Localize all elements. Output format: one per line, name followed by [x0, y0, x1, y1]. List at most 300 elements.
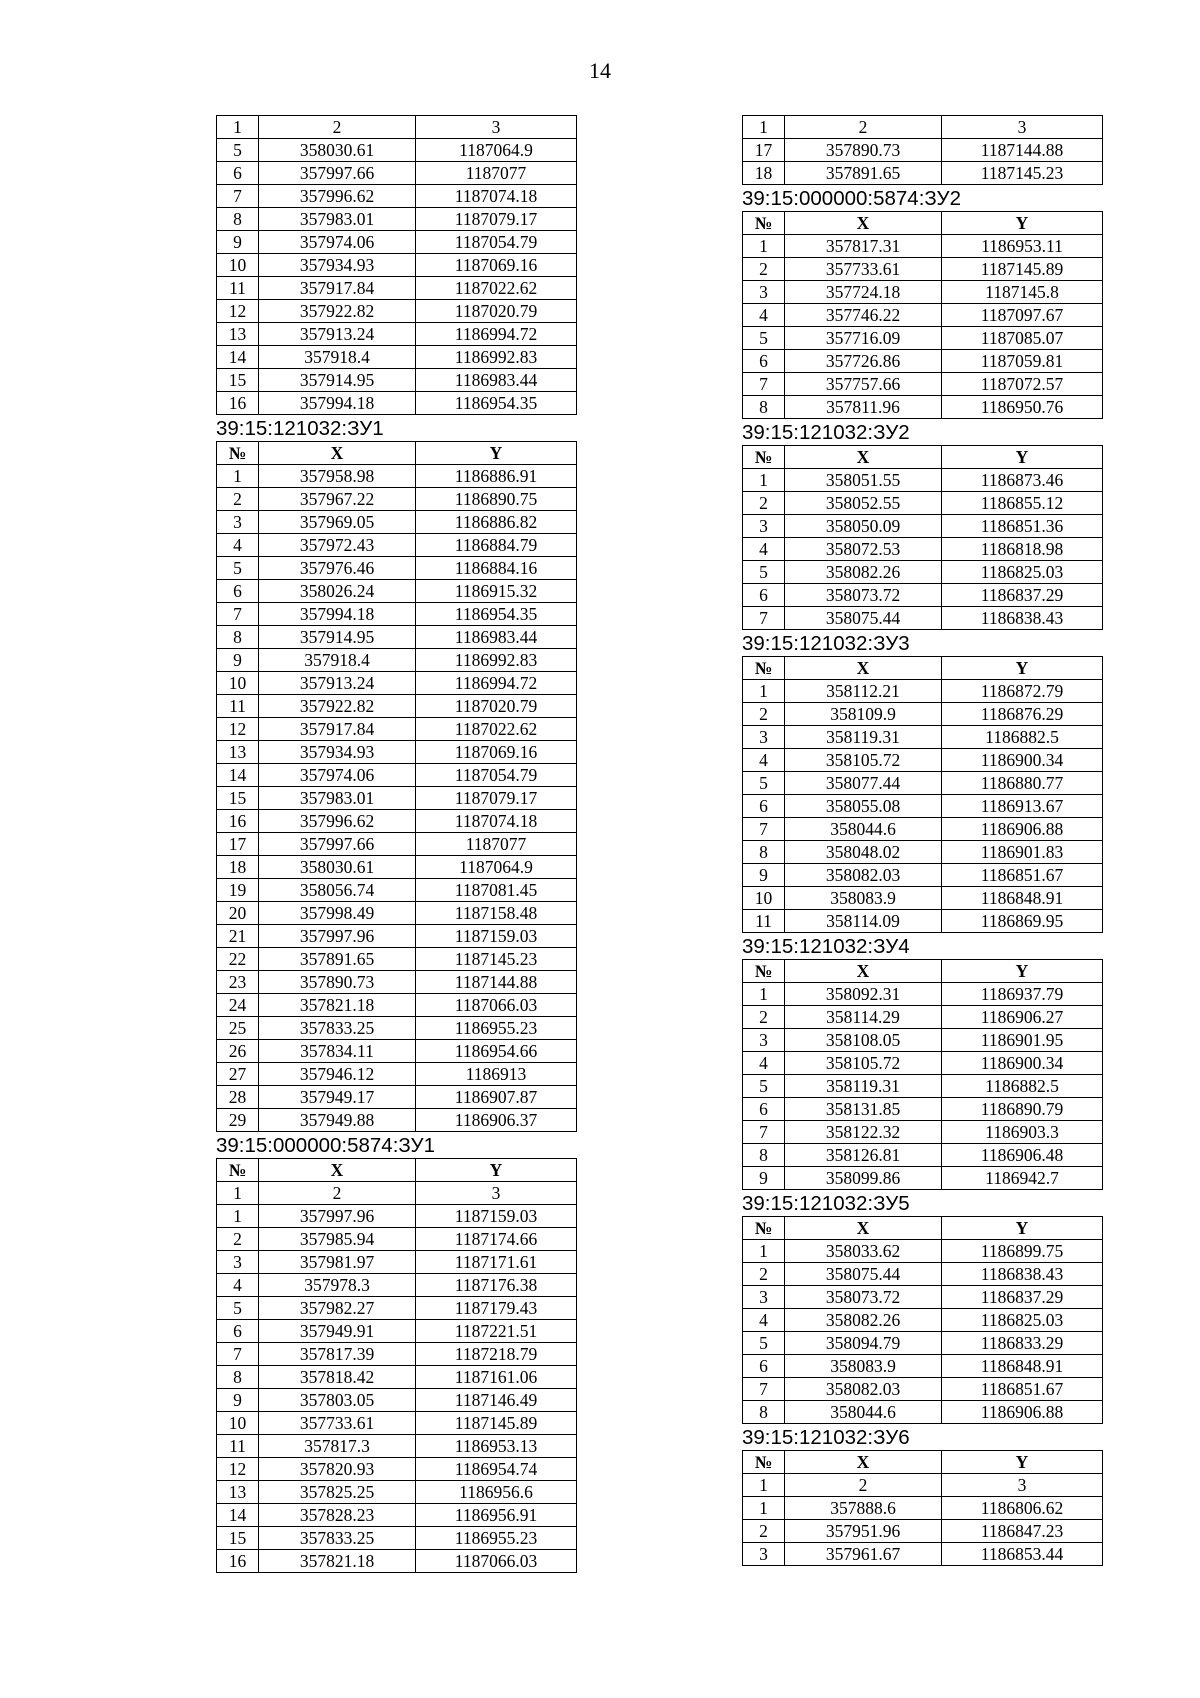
column-header: Y: [942, 212, 1103, 235]
x-coordinate: 357890.73: [259, 971, 416, 994]
point-number: 10: [743, 887, 785, 910]
y-coordinate: 1186906.37: [416, 1109, 577, 1132]
y-coordinate: 1186851.67: [942, 864, 1103, 887]
column-header: №: [743, 1217, 785, 1240]
x-coordinate: 357733.61: [259, 1412, 416, 1435]
table-row: [217, 902, 577, 925]
x-coordinate: 358082.26: [785, 1309, 942, 1332]
point-number: 11: [217, 277, 259, 300]
point-number: 28: [217, 1086, 259, 1109]
table-row: [743, 1309, 1103, 1332]
y-coordinate: 1187146.49: [416, 1389, 577, 1412]
point-number: 8: [217, 208, 259, 231]
y-coordinate: 1186900.34: [942, 749, 1103, 772]
y-coordinate: 1186994.72: [416, 323, 577, 346]
x-coordinate: 357961.67: [785, 1543, 942, 1566]
x-coordinate: 357918.4: [259, 346, 416, 369]
x-coordinate: 357972.43: [259, 534, 416, 557]
y-coordinate: 1186869.95: [942, 910, 1103, 933]
table-row: [743, 983, 1103, 1006]
coordinates-table: [216, 1158, 577, 1573]
table-row: [743, 703, 1103, 726]
table-row: [743, 1029, 1103, 1052]
page-number: 14: [589, 58, 611, 83]
y-coordinate: 1187145.23: [942, 162, 1103, 185]
table-row: [217, 1040, 577, 1063]
point-number: 8: [217, 1366, 259, 1389]
x-coordinate: 358131.85: [785, 1098, 942, 1121]
x-coordinate: 358030.61: [259, 139, 416, 162]
y-coordinate: 1186954.66: [416, 1040, 577, 1063]
column-header: 3: [942, 116, 1103, 139]
y-coordinate: 1186886.91: [416, 465, 577, 488]
table-row: [217, 1366, 577, 1389]
table-row: [217, 580, 577, 603]
table-row: [217, 879, 577, 902]
x-coordinate: 357949.88: [259, 1109, 416, 1132]
point-number: 4: [743, 538, 785, 561]
table-row: [743, 1378, 1103, 1401]
x-coordinate: 358073.72: [785, 584, 942, 607]
x-coordinate: 357981.97: [259, 1251, 416, 1274]
x-coordinate: 357825.25: [259, 1481, 416, 1504]
table-row: [217, 948, 577, 971]
point-number: 1: [743, 1474, 785, 1497]
table-header-row: [743, 657, 1103, 680]
table-row: [743, 1167, 1103, 1190]
x-coordinate: 357803.05: [259, 1389, 416, 1412]
y-coordinate: 1186901.95: [942, 1029, 1103, 1052]
y-coordinate: 1187077: [416, 833, 577, 856]
y-coordinate: 1186955.23: [416, 1527, 577, 1550]
y-coordinate: 1186833.29: [942, 1332, 1103, 1355]
x-coordinate: 357958.98: [259, 465, 416, 488]
table-row: [217, 1017, 577, 1040]
y-coordinate: 1186847.23: [942, 1520, 1103, 1543]
point-number: 6: [217, 1320, 259, 1343]
point-number: 15: [217, 1527, 259, 1550]
y-coordinate: 1186954.35: [416, 603, 577, 626]
table-row: [217, 741, 577, 764]
y-coordinate: 1186900.34: [942, 1052, 1103, 1075]
point-number: 2: [743, 258, 785, 281]
y-coordinate: 1187064.9: [416, 856, 577, 879]
y-coordinate: 1186806.62: [942, 1497, 1103, 1520]
table-row: [743, 162, 1103, 185]
table-row: [217, 185, 577, 208]
table-row: [743, 1520, 1103, 1543]
table-row: [743, 373, 1103, 396]
x-coordinate: 358044.6: [785, 818, 942, 841]
y-coordinate: 3: [942, 1474, 1103, 1497]
point-number: 7: [743, 373, 785, 396]
column-header: X: [785, 212, 942, 235]
x-coordinate: 357949.17: [259, 1086, 416, 1109]
point-number: 5: [743, 772, 785, 795]
y-coordinate: 1186838.43: [942, 1263, 1103, 1286]
column-header: 1: [743, 116, 785, 139]
table-row: [743, 1098, 1103, 1121]
y-coordinate: 1187069.16: [416, 741, 577, 764]
y-coordinate: 1186884.16: [416, 557, 577, 580]
y-coordinate: 1187159.03: [416, 925, 577, 948]
table-header-row: [217, 116, 577, 139]
table-row: [743, 1240, 1103, 1263]
column-header: 3: [416, 116, 577, 139]
table-row: [743, 1006, 1103, 1029]
y-coordinate: 1186956.91: [416, 1504, 577, 1527]
point-number: 1: [743, 1497, 785, 1520]
table-row: [743, 258, 1103, 281]
y-coordinate: 1186906.27: [942, 1006, 1103, 1029]
point-number: 4: [743, 1309, 785, 1332]
point-number: 5: [217, 139, 259, 162]
point-number: 22: [217, 948, 259, 971]
point-number: 18: [217, 856, 259, 879]
y-coordinate: 1187221.51: [416, 1320, 577, 1343]
table-row: [217, 787, 577, 810]
x-coordinate: 358126.81: [785, 1144, 942, 1167]
table-row: [217, 208, 577, 231]
y-coordinate: 1187074.18: [416, 810, 577, 833]
point-number: 7: [743, 1378, 785, 1401]
table-row: [217, 695, 577, 718]
column-header: Y: [942, 657, 1103, 680]
table-row: [743, 1543, 1103, 1566]
x-coordinate: 357817.39: [259, 1343, 416, 1366]
x-coordinate: 358119.31: [785, 1075, 942, 1098]
point-number: 6: [743, 350, 785, 373]
y-coordinate: 1186950.76: [942, 396, 1103, 419]
table-header-row: [743, 960, 1103, 983]
column-header: №: [217, 1159, 259, 1182]
x-coordinate: 358075.44: [785, 607, 942, 630]
y-coordinate: 1187022.62: [416, 277, 577, 300]
column-header: 2: [785, 116, 942, 139]
x-coordinate: 357983.01: [259, 787, 416, 810]
x-coordinate: 358044.6: [785, 1401, 942, 1424]
table-row: [217, 1063, 577, 1086]
x-coordinate: 357733.61: [785, 258, 942, 281]
y-coordinate: 1187064.9: [416, 139, 577, 162]
table-row: [743, 1401, 1103, 1424]
x-coordinate: 357833.25: [259, 1017, 416, 1040]
table-row: [217, 323, 577, 346]
column-header: X: [259, 442, 416, 465]
table-row: [217, 1412, 577, 1435]
point-number: 5: [743, 1332, 785, 1355]
x-coordinate: 358072.53: [785, 538, 942, 561]
point-number: 17: [217, 833, 259, 856]
coordinates-table: [216, 441, 577, 1132]
x-coordinate: 357817.3: [259, 1435, 416, 1458]
x-coordinate: 358119.31: [785, 726, 942, 749]
table-row: [743, 1121, 1103, 1144]
table-row: [217, 254, 577, 277]
table-row: [217, 1527, 577, 1550]
y-coordinate: 1186848.91: [942, 887, 1103, 910]
parcel-title: 39:15:121032:ЗУ3: [742, 632, 910, 655]
point-number: 3: [743, 1029, 785, 1052]
x-coordinate: 357922.82: [259, 695, 416, 718]
point-number: 21: [217, 925, 259, 948]
column-header: №: [743, 1451, 785, 1474]
x-coordinate: 357834.11: [259, 1040, 416, 1063]
table-header-row: [743, 1451, 1103, 1474]
point-number: 10: [217, 254, 259, 277]
table-row: [217, 810, 577, 833]
y-coordinate: 1186853.44: [942, 1543, 1103, 1566]
point-number: 15: [217, 369, 259, 392]
table-row: [217, 1109, 577, 1132]
point-number: 4: [743, 304, 785, 327]
y-coordinate: 1186953.11: [942, 235, 1103, 258]
x-coordinate: 357821.18: [259, 1550, 416, 1573]
point-number: 1: [743, 1240, 785, 1263]
table-row: [217, 1228, 577, 1251]
table-row: [743, 841, 1103, 864]
x-coordinate: 357757.66: [785, 373, 942, 396]
x-coordinate: 358026.24: [259, 580, 416, 603]
x-coordinate: 357891.65: [259, 948, 416, 971]
point-number: 10: [217, 672, 259, 695]
table-header-row: [743, 446, 1103, 469]
column-header: 1: [217, 116, 259, 139]
y-coordinate: 1186882.5: [942, 726, 1103, 749]
coordinates-table: [742, 656, 1103, 933]
coordinates-table: [742, 1450, 1103, 1566]
left-column: [216, 115, 576, 1573]
y-coordinate: 1186837.29: [942, 1286, 1103, 1309]
column-header: X: [785, 657, 942, 680]
y-coordinate: 1186884.79: [416, 534, 577, 557]
table-row: [217, 488, 577, 511]
y-coordinate: 1187066.03: [416, 1550, 577, 1573]
table-row: [743, 469, 1103, 492]
point-number: 6: [743, 795, 785, 818]
y-coordinate: 1186851.67: [942, 1378, 1103, 1401]
table-row: [217, 1550, 577, 1573]
table-row: [743, 772, 1103, 795]
table-row: [217, 649, 577, 672]
x-coordinate: 357888.6: [785, 1497, 942, 1520]
table-row: [217, 465, 577, 488]
y-coordinate: 1186956.6: [416, 1481, 577, 1504]
point-number: 12: [217, 718, 259, 741]
x-coordinate: 358094.79: [785, 1332, 942, 1355]
table-row: [217, 994, 577, 1017]
point-number: 7: [217, 185, 259, 208]
y-coordinate: 1186983.44: [416, 626, 577, 649]
point-number: 26: [217, 1040, 259, 1063]
y-coordinate: 1186890.79: [942, 1098, 1103, 1121]
table-row: [217, 1274, 577, 1297]
parcel-title: 39:15:121032:ЗУ2: [742, 421, 910, 444]
x-coordinate: 357969.05: [259, 511, 416, 534]
point-number: 5: [743, 1075, 785, 1098]
table-row: [743, 281, 1103, 304]
x-coordinate: 358114.09: [785, 910, 942, 933]
point-number: 13: [217, 323, 259, 346]
y-coordinate: 1187174.66: [416, 1228, 577, 1251]
x-coordinate: 357934.93: [259, 741, 416, 764]
x-coordinate: 358033.62: [785, 1240, 942, 1263]
point-number: 12: [217, 1458, 259, 1481]
point-number: 20: [217, 902, 259, 925]
table-row: [217, 300, 577, 323]
x-coordinate: 357724.18: [785, 281, 942, 304]
x-coordinate: 358083.9: [785, 1355, 942, 1378]
table-row: [743, 304, 1103, 327]
y-coordinate: 1187176.38: [416, 1274, 577, 1297]
x-coordinate: 358105.72: [785, 1052, 942, 1075]
point-number: 8: [743, 1401, 785, 1424]
y-coordinate: 1187059.81: [942, 350, 1103, 373]
point-number: 23: [217, 971, 259, 994]
column-header: X: [259, 1159, 416, 1182]
x-coordinate: 358112.21: [785, 680, 942, 703]
point-number: 9: [217, 1389, 259, 1412]
table-row: [743, 1144, 1103, 1167]
y-coordinate: 1187171.61: [416, 1251, 577, 1274]
point-number: 17: [743, 139, 785, 162]
point-number: 3: [743, 1286, 785, 1309]
table-row: [743, 1286, 1103, 1309]
y-coordinate: 1187161.06: [416, 1366, 577, 1389]
point-number: 5: [217, 1297, 259, 1320]
point-number: 4: [743, 749, 785, 772]
x-coordinate: 357716.09: [785, 327, 942, 350]
y-coordinate: 1186855.12: [942, 492, 1103, 515]
column-header: Y: [942, 1451, 1103, 1474]
table-row: [217, 856, 577, 879]
y-coordinate: 1186937.79: [942, 983, 1103, 1006]
point-number: 4: [217, 1274, 259, 1297]
y-coordinate: 1187145.23: [416, 948, 577, 971]
point-number: 2: [217, 488, 259, 511]
table-row: [217, 511, 577, 534]
point-number: 1: [217, 465, 259, 488]
column-header: Y: [942, 1217, 1103, 1240]
y-coordinate: 3: [416, 1182, 577, 1205]
x-coordinate: 357985.94: [259, 1228, 416, 1251]
table-row: [743, 350, 1103, 373]
table-row: [217, 1504, 577, 1527]
table-row: [743, 1332, 1103, 1355]
table-row: [743, 1355, 1103, 1378]
x-coordinate: 358114.29: [785, 1006, 942, 1029]
point-number: 7: [743, 818, 785, 841]
point-number: 11: [217, 695, 259, 718]
table-row: [217, 672, 577, 695]
table-row: [217, 392, 577, 415]
coordinates-table: [742, 959, 1103, 1190]
point-number: 2: [743, 492, 785, 515]
y-coordinate: 1186953.13: [416, 1435, 577, 1458]
right-column: [742, 115, 1102, 1566]
table-row: [217, 1251, 577, 1274]
point-number: 1: [217, 1182, 259, 1205]
table-row: [743, 726, 1103, 749]
table-row: [217, 925, 577, 948]
x-coordinate: 357997.96: [259, 1205, 416, 1228]
x-coordinate: 357994.18: [259, 392, 416, 415]
x-coordinate: 358105.72: [785, 749, 942, 772]
x-coordinate: 358109.9: [785, 703, 942, 726]
point-number: 8: [743, 841, 785, 864]
y-coordinate: 1187081.45: [416, 879, 577, 902]
x-coordinate: 358083.9: [785, 887, 942, 910]
point-number: 6: [743, 1098, 785, 1121]
x-coordinate: 357974.06: [259, 231, 416, 254]
y-coordinate: 1186903.3: [942, 1121, 1103, 1144]
x-coordinate: 357997.66: [259, 162, 416, 185]
table-row: [743, 1263, 1103, 1286]
parcel-title: 39:15:000000:5874:ЗУ2: [742, 187, 961, 210]
x-coordinate: 357996.62: [259, 810, 416, 833]
x-coordinate: 358073.72: [785, 1286, 942, 1309]
table-row: [217, 162, 577, 185]
table-row: [217, 833, 577, 856]
x-coordinate: 357976.46: [259, 557, 416, 580]
y-coordinate: 1186825.03: [942, 561, 1103, 584]
table-row: [743, 584, 1103, 607]
x-coordinate: 357918.4: [259, 649, 416, 672]
table-row: [743, 139, 1103, 162]
table-row: [217, 1320, 577, 1343]
table-row: [743, 1497, 1103, 1520]
x-coordinate: 358077.44: [785, 772, 942, 795]
point-number: 4: [743, 1052, 785, 1075]
point-number: 2: [217, 1228, 259, 1251]
y-coordinate: 1187077: [416, 162, 577, 185]
x-coordinate: 358099.86: [785, 1167, 942, 1190]
y-coordinate: 1187066.03: [416, 994, 577, 1017]
y-coordinate: 1187145.89: [942, 258, 1103, 281]
y-coordinate: 1187145.89: [416, 1412, 577, 1435]
point-number: 3: [217, 511, 259, 534]
table-row: [217, 231, 577, 254]
column-header: Y: [942, 446, 1103, 469]
table-row: [217, 1182, 577, 1205]
table-row: [743, 795, 1103, 818]
point-number: 7: [743, 1121, 785, 1144]
y-coordinate: 1187144.88: [416, 971, 577, 994]
point-number: 13: [217, 741, 259, 764]
y-coordinate: 1186992.83: [416, 649, 577, 672]
x-coordinate: 358082.26: [785, 561, 942, 584]
table-row: [217, 971, 577, 994]
point-number: 6: [743, 584, 785, 607]
table-header-row: [217, 1159, 577, 1182]
x-coordinate: 358050.09: [785, 515, 942, 538]
point-number: 7: [217, 1343, 259, 1366]
coordinates-table: [742, 445, 1103, 630]
y-coordinate: 1187054.79: [416, 764, 577, 787]
coordinates-table: [742, 211, 1103, 419]
x-coordinate: 357934.93: [259, 254, 416, 277]
y-coordinate: 1186848.91: [942, 1355, 1103, 1378]
point-number: 5: [743, 327, 785, 350]
x-coordinate: 357913.24: [259, 323, 416, 346]
column-header: №: [743, 657, 785, 680]
point-number: 5: [743, 561, 785, 584]
table-row: [217, 139, 577, 162]
x-coordinate: 357994.18: [259, 603, 416, 626]
column-header: 2: [259, 116, 416, 139]
point-number: 2: [743, 1006, 785, 1029]
point-number: 4: [217, 534, 259, 557]
